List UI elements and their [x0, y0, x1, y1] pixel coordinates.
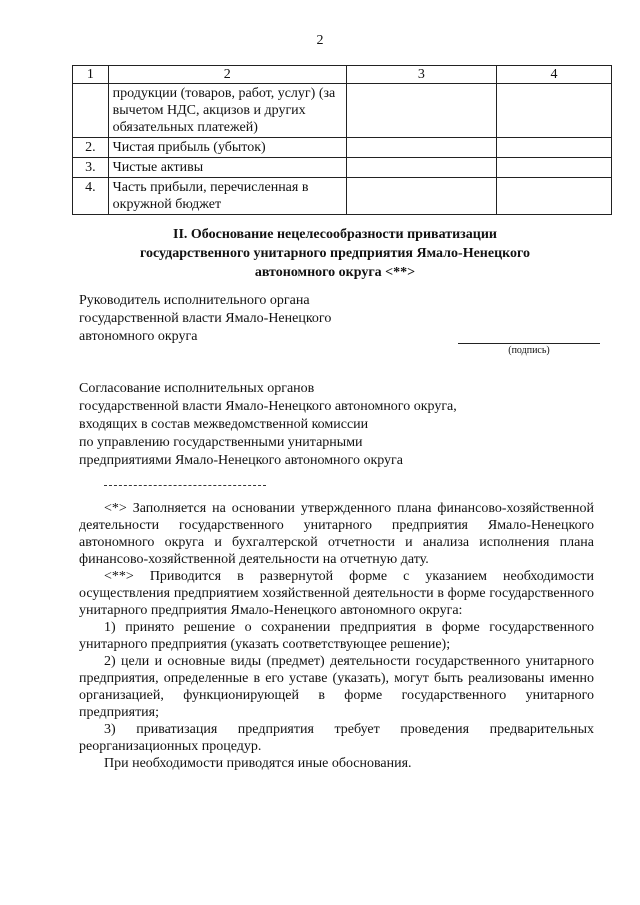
approval-line: государственной власти Ямало-Ненецкого автономного округа,	[79, 399, 457, 414]
table-row	[73, 158, 612, 178]
section-title-line: автономного округа <**>	[254, 265, 416, 280]
row-number: 2.	[73, 138, 109, 158]
footnote-item: 1) принято решение о сохранении предприятия в форме государственного унитарного предприятия (указать соответствующее решение);	[79, 620, 594, 652]
footnote-closing: При необходимости приводятся иные обоснования.	[104, 756, 412, 771]
section-title-line: II. Обоснование нецелесообразности приватизации	[173, 227, 497, 242]
row-number: 3.	[73, 158, 109, 178]
row-indicator: Чистые активы	[108, 158, 346, 178]
row-indicator: продукции (товаров, работ, услуг) (за вычетом НДС, акцизов и других обязательных платежей)	[108, 84, 346, 138]
row-indicator: Часть прибыли, перечисленная в окружной бюджет	[108, 178, 346, 215]
row-number: 4.	[73, 178, 109, 215]
row-value-col4	[497, 84, 612, 138]
row-value-col3	[346, 178, 496, 215]
indicators-table	[72, 65, 612, 215]
approval-block	[79, 380, 457, 470]
signature-caption: (подпись)	[508, 345, 550, 356]
section-title	[100, 225, 570, 282]
head-signature-block	[79, 292, 331, 346]
row-value-col3	[346, 138, 496, 158]
table-row	[73, 138, 612, 158]
row-value-col3	[346, 84, 496, 138]
signature-line	[458, 343, 600, 344]
section-title-line: государственного унитарного предприятия Ямало-Ненецкого	[139, 246, 531, 261]
row-value-col3	[346, 158, 496, 178]
footnote-item: 2) цели и основные виды (предмет) деятельности государственного унитарного предприятия, определенные в его уставе (указать), могут быть реализованы именно организацией, функционирующей в форме государственного унитарного предприятия;	[79, 654, 594, 720]
row-indicator: Чистая прибыль (убыток)	[108, 138, 346, 158]
page-number: 2	[316, 33, 324, 48]
head-line: Руководитель исполнительного органа	[79, 293, 310, 308]
head-line: государственной власти Ямало-Ненецкого	[79, 311, 332, 326]
table-header-row	[73, 66, 612, 84]
table-header-cell: 3	[346, 66, 496, 84]
approval-line: входящих в состав межведомственной комиссии	[79, 417, 369, 432]
table-header-cell: 2	[108, 66, 346, 84]
table-row	[73, 178, 612, 215]
table-row	[73, 84, 612, 138]
head-line: автономного округа	[79, 329, 198, 344]
approval-line: по управлению государственными унитарными	[79, 435, 363, 450]
footnote-1: <*> Заполняется на основании утвержденного плана финансово-хозяйственной деятельности государственного унитарного предприятия Ямало-Ненецкого автономного округа и бухгалтерской отчетности и анализа исполнения плана финансово-хозяйственной деятельности на отчетную дату.	[79, 501, 594, 567]
row-number	[73, 84, 109, 138]
table-header-cell: 1	[73, 66, 109, 84]
row-value-col4	[497, 138, 612, 158]
table-header-cell: 4	[497, 66, 612, 84]
footnotes	[79, 500, 594, 772]
row-value-col4	[497, 178, 612, 215]
approval-line: предприятиями Ямало-Ненецкого автономного округа	[79, 453, 404, 468]
footnote-separator	[104, 485, 266, 486]
row-value-col4	[497, 158, 612, 178]
approval-line: Согласование исполнительных органов	[79, 381, 315, 396]
footnote-item: 3) приватизация предприятия требует проведения предварительных реорганизационных процедур.	[79, 722, 594, 754]
footnote-2: <**> Приводится в развернутой форме с указанием необходимости осуществления предприятием хозяйственной деятельности в форме государственного унитарного предприятия Ямало-Ненецкого автономного округа:	[79, 569, 594, 618]
